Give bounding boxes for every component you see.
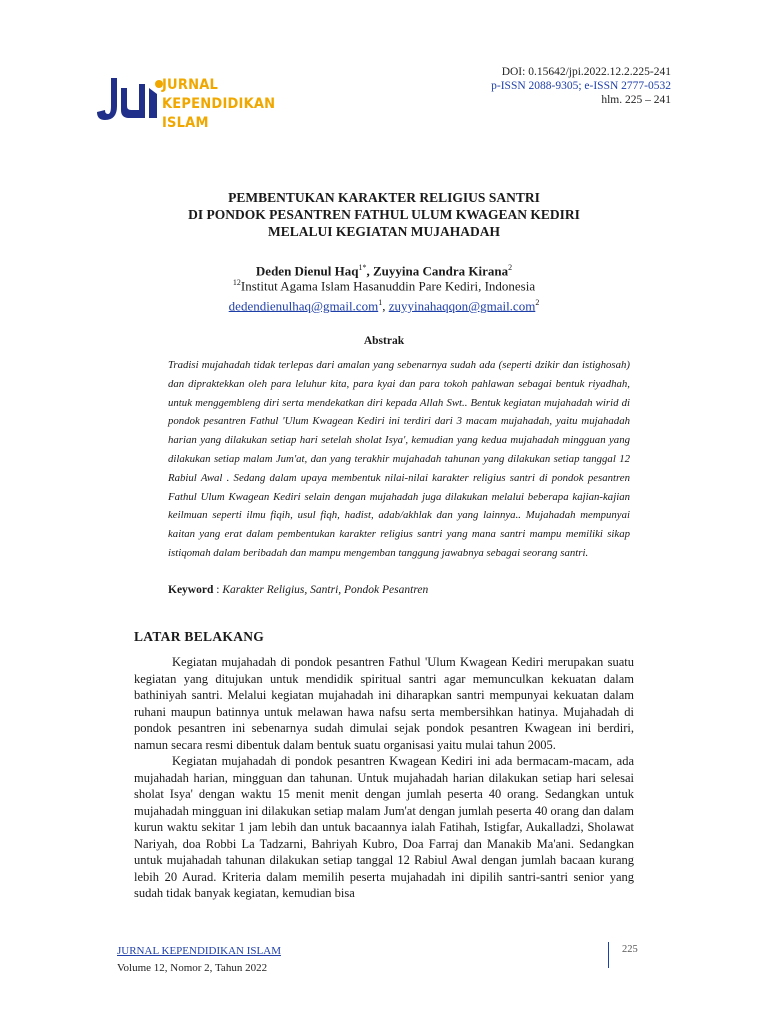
email-link-2[interactable]: zuyyinahaqqon@gmail.com xyxy=(388,298,536,314)
author-1: Deden Dienul Haq xyxy=(255,263,359,279)
footer-divider xyxy=(608,942,609,968)
logo-line-1: JURNAL xyxy=(162,77,219,93)
abstract-heading: Abstrak xyxy=(363,335,405,347)
page-range: hlm. 225 – 241 xyxy=(601,94,671,106)
email-1-sup: 1 xyxy=(378,298,383,307)
author-line xyxy=(0,259,768,279)
logo-text xyxy=(162,76,305,133)
abstract-text: Tradisi mujahadah tidak terlepas dari amalan yang sebenarnya sudah ada (seperti dzikir dan istighosah) dan dipraktekkan oleh para leluhur kita, para kyai dan para tokoh pahlawan sebagai bentuk riyadhah, untuk menggembleng diri serta mendekatkan diri kepada Allah Swt.. Bentuk kegiatan mujahadah wirid di pondok pesantren Fathul 'Ulum Kwagean Kediri ini terdiri dari 3 macam mujahadah, yaitu mujahadah harian yang dilakukan setiap hari setelah sholat Isya', kemudian yang kedua mujahadah mingguan yang dilakukan setiap malam Jum'at, dan yang terakhir mujahadah tahunan yang dilakukan setiap tanggal 12 Rabiul Awal . Sedang dalam upaya membentuk nilai-nilai karakter religius santri di pondok pesantren Fathul Ulum Kwagean Kediri selain dengan mujahadah juga dilakukan melalui beberapa kajian-kajian keilmuan seperti ilmu fiqih, usul fiqh, hadist, adab/akhlak dan yang lainnya.. Mujahadah mempunyai kaitan yang erat dalam pembentukan karakter religius santri yang mana santri mampu memiliki sikap istiqomah dalam beribadah dan mampu mengemban tanggung jawabnya sebagai seorang santri. xyxy=(168,359,630,559)
section-heading: LATAR BELAKANG xyxy=(134,629,265,644)
title-line-3: MELALUI KEGIATAN MUJAHADAH xyxy=(267,224,500,239)
author-2-sup: 2 xyxy=(508,263,513,272)
affiliation-sup: 12 xyxy=(232,278,241,287)
title-line-2: DI PONDOK PESANTREN FATHUL ULUM KWAGEAN KEDIRI xyxy=(188,207,580,222)
paper-title xyxy=(0,189,768,240)
keyword-values: Karakter Religius, Santri, Pondok Pesantren xyxy=(222,584,429,596)
affiliation xyxy=(0,278,768,294)
author-1-sup: 1* xyxy=(358,263,367,272)
keywords xyxy=(168,584,428,596)
author-separator: , xyxy=(366,263,373,279)
doi: DOI: 0.15642/jpi.2022.12.2.225-241 xyxy=(501,66,671,78)
body-text xyxy=(134,654,634,902)
emails: dedendienulhaq@gmail.com$^1$, zuyyinahaqqon@gmail.com$^2$ xyxy=(228,298,540,314)
keyword-sep: : xyxy=(213,584,223,596)
author-2: Zuyyina Candra Kirana xyxy=(372,263,509,279)
title-line-1: PEMBENTUKAN KARAKTER RELIGIUS SANTRI xyxy=(228,190,540,205)
email-2-sup: 2 xyxy=(535,298,540,307)
journal-logo xyxy=(95,74,305,131)
paragraph: Kegiatan mujahadah di pondok pesantren Fathul 'Ulum Kwagean Kediri merupakan suatu kegiatan yang ditujukan untuk mendidik spiritual santri agar memunculkan kekuatan dalam bathiniyah santri. Melalui kegiatan mujahadah ini diharapkan santri mempunyai kekuatan dalam ruhani maupun batinnya untuk melawan hawa nafsu serta membersihkan hatinya. Mujahadah di pondok pesantren ini sebenarnya sudah dimulai sejak pondok pesantren Kwagean ini berdiri, namun secara resmi dibentuk dalam bentuk suatu organisasi yaitu mulai tahun 2005. xyxy=(134,655,634,752)
email-link-1[interactable]: dedendienulhaq@gmail.com xyxy=(228,298,379,314)
page-number: 225 xyxy=(622,944,638,955)
issn[interactable]: p-ISSN 2088-9305; e-ISSN 2777-0532 xyxy=(491,80,671,92)
keyword-label: Keyword xyxy=(168,584,214,596)
footer-journal[interactable]: JURNAL KEPENDIDIKAN ISLAM xyxy=(117,945,281,957)
footer-volume: Volume 12, Nomor 2, Tahun 2022 xyxy=(117,962,268,974)
article-meta xyxy=(491,65,671,107)
affiliation-text: Institut Agama Islam Hasanuddin Pare Kediri, Indonesia xyxy=(240,278,536,294)
paragraph: Kegiatan mujahadah di pondok pesantren Kwagean Kediri ini ada bermacam-macam, ada mujahadah harian, mingguan dan tahunan. Untuk mujahadah harian dilakukan setiap hari selesai sholat Isya' dengan waktu 15 menit menit dengan jumlah peserta 40 orang. Sedangkan untuk mujahadah mingguan ini dilakukan setiap malam Jum'at dengan jumlah peserta 40 orang dan dalam kurun waktu sekitar 1 jam lebih dan untuk bacaannya ialah Fatihah, Istigfar, Aukalladzi, Sholawat Nariyah, doa Robbi La Tadzarni, Bahriyah Kubro, Doa Farraj dan Manakib Ma'ani. Sedangkan untuk mujahadah tahunan dilakukan setiap tanggal 12 Rabiul Awal dengan jumlah bacaan kurang lebih 20 Aurad. Kriteria dalam memilih peserta mujahadah ini dipilih santri-santri senior yang sudah tidak banyak kegiatan, kemudian bisa xyxy=(134,754,634,900)
jki-logo-icon xyxy=(95,74,165,126)
logo-line-2: KEPENDIDIKAN ISLAM xyxy=(162,96,276,131)
